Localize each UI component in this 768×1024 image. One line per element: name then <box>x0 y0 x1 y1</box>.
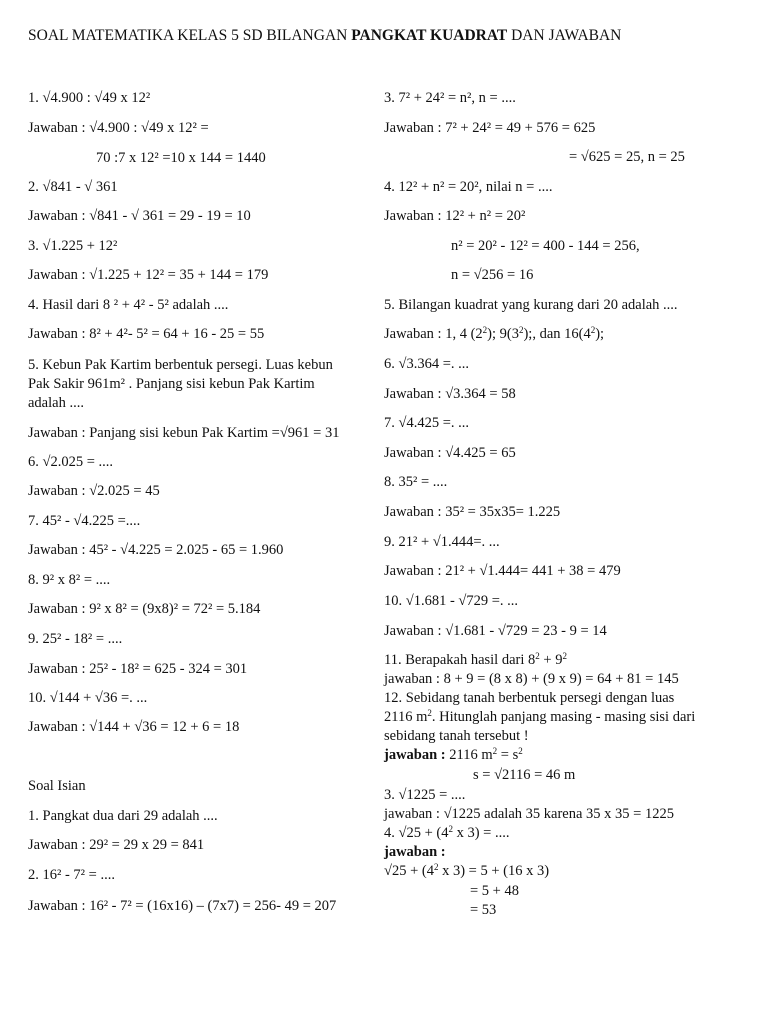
question-paragraph: 5. Kebun Pak Kartim berbentuk persegi. Luas kebun Pak Sakir 961m² . Panjang sisi kebun Pak Kartim adalah .... <box>28 357 333 411</box>
answer-line: jawaban : √1225 adalah 35 karena 35 x 35 = 1225 <box>384 806 674 822</box>
question-line: sebidang tanah tersebut ! <box>384 728 529 744</box>
question-line: 4. $√25 + (4^2$ x 3) = .... <box>384 824 510 841</box>
answer-line: Jawaban : 8² + 4²- 5² = 64 + 16 - 25 = 55 <box>28 326 265 342</box>
answer-line: Jawaban : √1.681 - √729 = 23 - 9 = 14 <box>384 623 607 639</box>
answer-line: Jawaban : 25² - 18² = 625 - 324 = 301 <box>28 661 248 677</box>
question-line: 8. 9² x 8² = .... <box>28 572 111 588</box>
answer-line: n² = 20² - 12² = 400 - 144 = 256, <box>451 238 640 254</box>
answer-line: Jawaban : 45² - √4.225 = 2.025 - 65 = 1.960 <box>28 542 284 558</box>
answer-line: Jawaban : 35² = 35x35= 1.225 <box>384 504 561 520</box>
title-suffix: DAN JAWABAN <box>507 27 622 44</box>
answer-line: Jawaban : 7² + 24² = 49 + 576 = 625 <box>384 120 596 136</box>
question-line: 6. √3.364 =. ... <box>384 356 470 372</box>
answer-line: Jawaban : 29² = 29 x 29 = 841 <box>28 837 205 853</box>
answer-line: Jawaban : Panjang sisi kebun Pak Kartim =√961 = 31 <box>28 425 340 441</box>
title-prefix: SOAL MATEMATIKA KELAS 5 SD BILANGAN <box>28 27 352 44</box>
question-line: 3. 7² + 24² = n², n = .... <box>384 90 516 106</box>
question-line: 1. √4.900 : √49 x 12² <box>28 90 151 106</box>
question-line: 7. 45² - √4.225 =.... <box>28 513 141 529</box>
answer-line: Jawaban : 9² x 8² = (9x8)² = 72² = 5.184 <box>28 601 261 617</box>
answer-line: Jawaban : √841 - √ 361 = 29 - 19 = 10 <box>28 208 251 224</box>
answer-label: jawaban : <box>384 844 446 860</box>
answer-line: Jawaban : √4.425 = 65 <box>384 445 516 461</box>
section-heading: Soal Isian <box>28 778 86 794</box>
question-line: 1. Pangkat dua dari 29 adalah .... <box>28 808 218 824</box>
answer-line: jawaban : 8 + 9 = (8 x 8) + (9 x 9) = 64 + 81 = 145 <box>384 671 679 687</box>
question-line: 10. √144 + √36 =. ... <box>28 690 148 706</box>
question-line: 7. √4.425 =. ... <box>384 415 470 431</box>
answer-line: = √625 = 25, n = 25 <box>569 149 685 165</box>
answer-line: Jawaban : 1, 4 $(2^2)$; $9(3^2)$;, dan $16(4^2)$; <box>384 325 605 342</box>
question-line: 2. 16² - 7² = .... <box>28 867 115 883</box>
question-line: 4. Hasil dari 8 ² + 4² - 5² adalah .... <box>28 297 229 313</box>
answer-line: n = √256 = 16 <box>451 267 534 283</box>
title-bold: PANGKAT KUADRAT <box>351 27 508 44</box>
question-line: 2116 $m^2$. Hitunglah panjang masing - masing sisi dari <box>384 708 696 725</box>
question-line: 8. 35² = .... <box>384 474 448 490</box>
answer-line: s = √2116 = 46 m <box>473 767 576 783</box>
answer-line: Jawaban : 12² + n² = 20² <box>384 208 526 224</box>
question-line: 3. √1.225 + 12² <box>28 238 118 254</box>
answer-line: Jawaban : 16² - 7² = (16x16) – (7x7) = 256- 49 = 207 <box>28 898 337 914</box>
answer-line: Jawaban : √4.900 : √49 x 12² = <box>28 120 209 136</box>
answer-line: Jawaban : √2.025 = 45 <box>28 483 160 499</box>
answer-line: jawaban : 2116 $m^2 = s^2$ <box>384 746 523 763</box>
question-line: 5. Bilangan kuadrat yang kurang dari 20 adalah .... <box>384 297 678 313</box>
question-line: 12. Sebidang tanah berbentuk persegi dengan luas <box>384 690 675 706</box>
answer-line: Jawaban : √144 + √36 = 12 + 6 = 18 <box>28 719 240 735</box>
question-line: 6. √2.025 = .... <box>28 454 114 470</box>
question-line: 2. √841 - √ 361 <box>28 179 118 195</box>
answer-line: Jawaban : 21² + √1.444= 441 + 38 = 479 <box>384 563 621 579</box>
answer-line: $√25 + (4^2$ x 3) = 5 + (16 x 3) <box>384 862 550 879</box>
answer-line: = 53 <box>470 902 497 918</box>
answer-line: Jawaban : √3.364 = 58 <box>384 386 516 402</box>
page-title <box>28 27 621 45</box>
question-line: 9. 21² + √1.444=. ... <box>384 534 500 550</box>
question-line: 10. √1.681 - √729 =. ... <box>384 593 519 609</box>
answer-line: Jawaban : √1.225 + 12² = 35 + 144 = 179 <box>28 267 269 283</box>
question-line: 9. 25² - 18² = .... <box>28 631 123 647</box>
answer-line: = 5 + 48 <box>470 883 519 899</box>
answer-line: 70 :7 x 12² =10 x 144 = 1440 <box>96 150 266 166</box>
question-line: 4. 12² + n² = 20², nilai n = .... <box>384 179 553 195</box>
question-line: 11. Berapakah hasil dari $8^2 + 9^2$ <box>384 651 567 668</box>
question-line: 3. √1225 = .... <box>384 787 466 803</box>
